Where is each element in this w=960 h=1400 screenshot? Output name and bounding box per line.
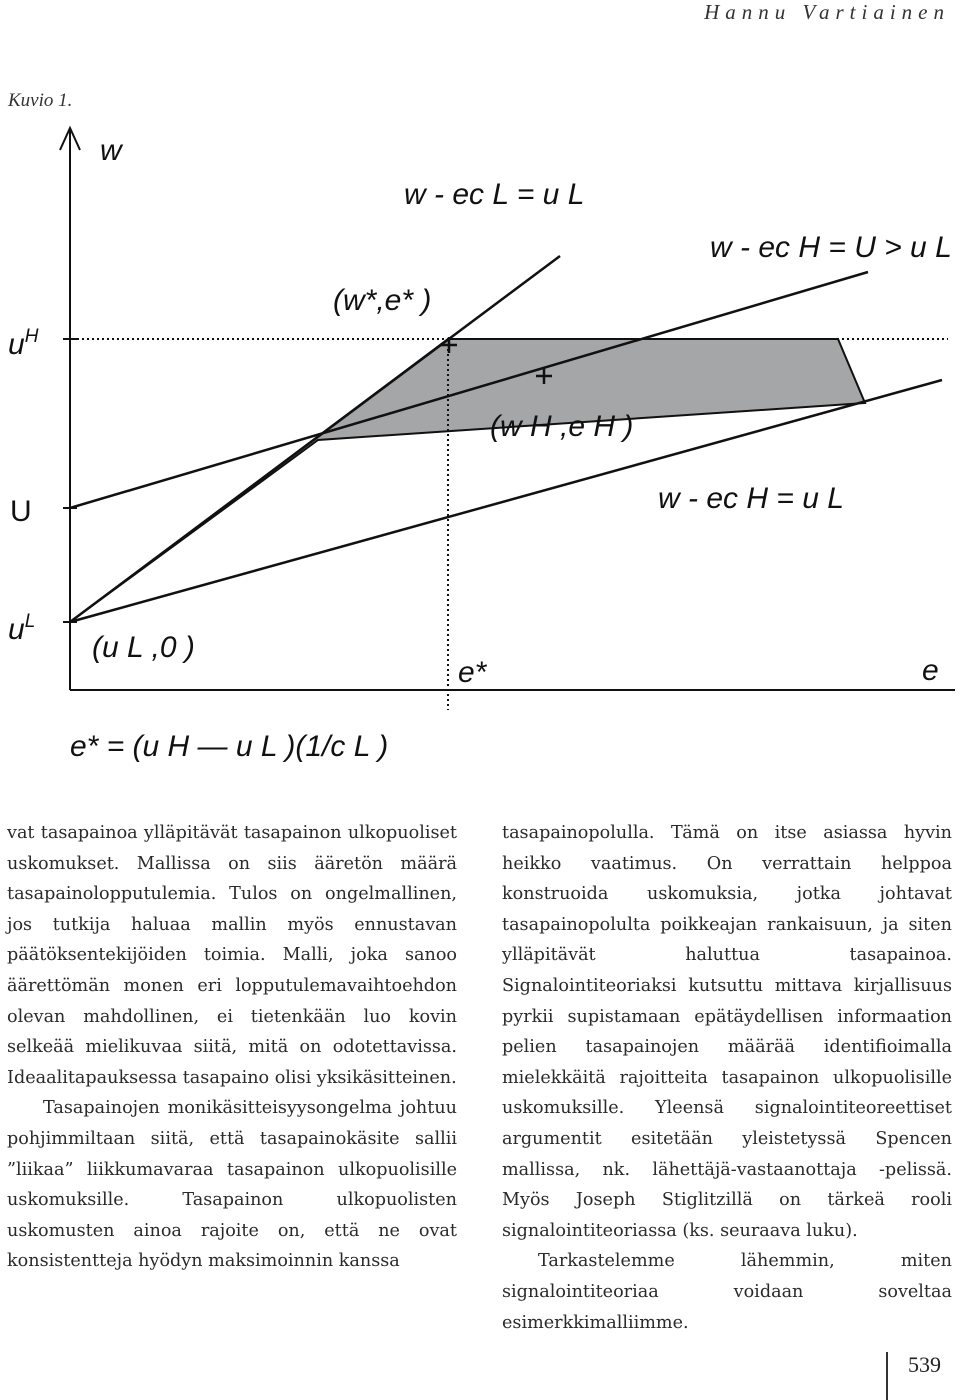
folio-rule	[886, 1352, 888, 1400]
left-paragraph-2: Tasapainojen monikäsitteisyysongelma johtuu pohjimmiltaan siitä, että tasapainokäsite sallii ”liikaa” liikkumavaraa tasapainon ulkopuolisille uskomuksille. Tasapainon ulkopuolisten uskomusten ainoa rajoite on, että ne ovat konsistentteja hyödyn maksimoinnin kanssa	[7, 1098, 457, 1272]
estar-tick-label: e*	[458, 656, 487, 689]
H-point-label: (w H ,e H )	[490, 410, 634, 443]
shaded-region	[70, 339, 865, 622]
running-head-author: Hannu Vartiainen	[704, 0, 950, 24]
left-paragraph-1: vat tasapainoa ylläpitävät tasapainon ulkopuoliset uskomukset. Mallissa on siis ääretön määrä tasapainolopputulemia. Tulos on ongelmallinen, jos tutkija haluaa mallin myös ennustavan päätöksentekijöiden toimia. Malli, joka sanoo äärettömän monen eri lopputulemavaihtoehdon olevan mahdollinen, ei tietenkään luo kovin selkeää mielikuvaa siitä, mitä on odotettavissa. Ideaalitapauksessa tasapaino olisi yksikäsitteinen.	[7, 823, 457, 1088]
right-paragraph-1: tasapainopolulla. Tämä on itse asiassa hyvin heikko vaatimus. On verrattain helppoa konstruoida uskomuksia, jotka johtavat tasapainopolulta poikkeajan rankaisuun, ja siten ylläpitävät haluttua tasapainoa. Signalointiteoriaksi kutsuttu mittava kirjallisuus pyrkii supistamaan epätäydellisen informaation pelien tasapainojen määrää identifioimalla mielekkäitä rajoitteita tasapainon ulkopuolisille uskomuksille. Yleensä signalointiteoreettiset argumentit esitetään yleistetyssä Spencen mallissa, nk. lähettäjä-vastaanottaja -pelissä. Myös Joseph Stiglitzillä on tärkeä rooli signalointiteoriassa (ks. seuraava luku).	[502, 823, 952, 1241]
estar-formula-label: e* = (u H — u L )(1/c L )	[70, 730, 389, 763]
e-axis-label: e	[922, 654, 939, 687]
left-column	[7, 818, 457, 1277]
right-paragraph-2: Tarkastelemme lähemmin, miten signalointiteoriaa voidaan soveltaa esimerkkimalliimme.	[502, 1251, 952, 1333]
U-label: U	[10, 495, 32, 528]
figure-caption: Kuvio 1.	[8, 90, 73, 111]
right-column	[502, 818, 952, 1338]
w-axis-label: w	[100, 134, 122, 167]
line-cL	[70, 256, 560, 622]
origin-point-label: (u L ,0 )	[92, 631, 195, 664]
line-cH-U-label: w - ec H = U > u L	[710, 231, 952, 264]
line-cH-uL-label: w - ec H = u L	[658, 482, 844, 515]
figure-kuvio-1	[0, 110, 960, 770]
page-number: 539	[908, 1352, 941, 1377]
star-point-label: (w*,e* )	[333, 284, 432, 317]
uH-label: $u^H$	[8, 326, 39, 361]
line-cL-label: w - ec L = u L	[404, 178, 585, 211]
uL-label: $u^L$	[8, 611, 36, 646]
